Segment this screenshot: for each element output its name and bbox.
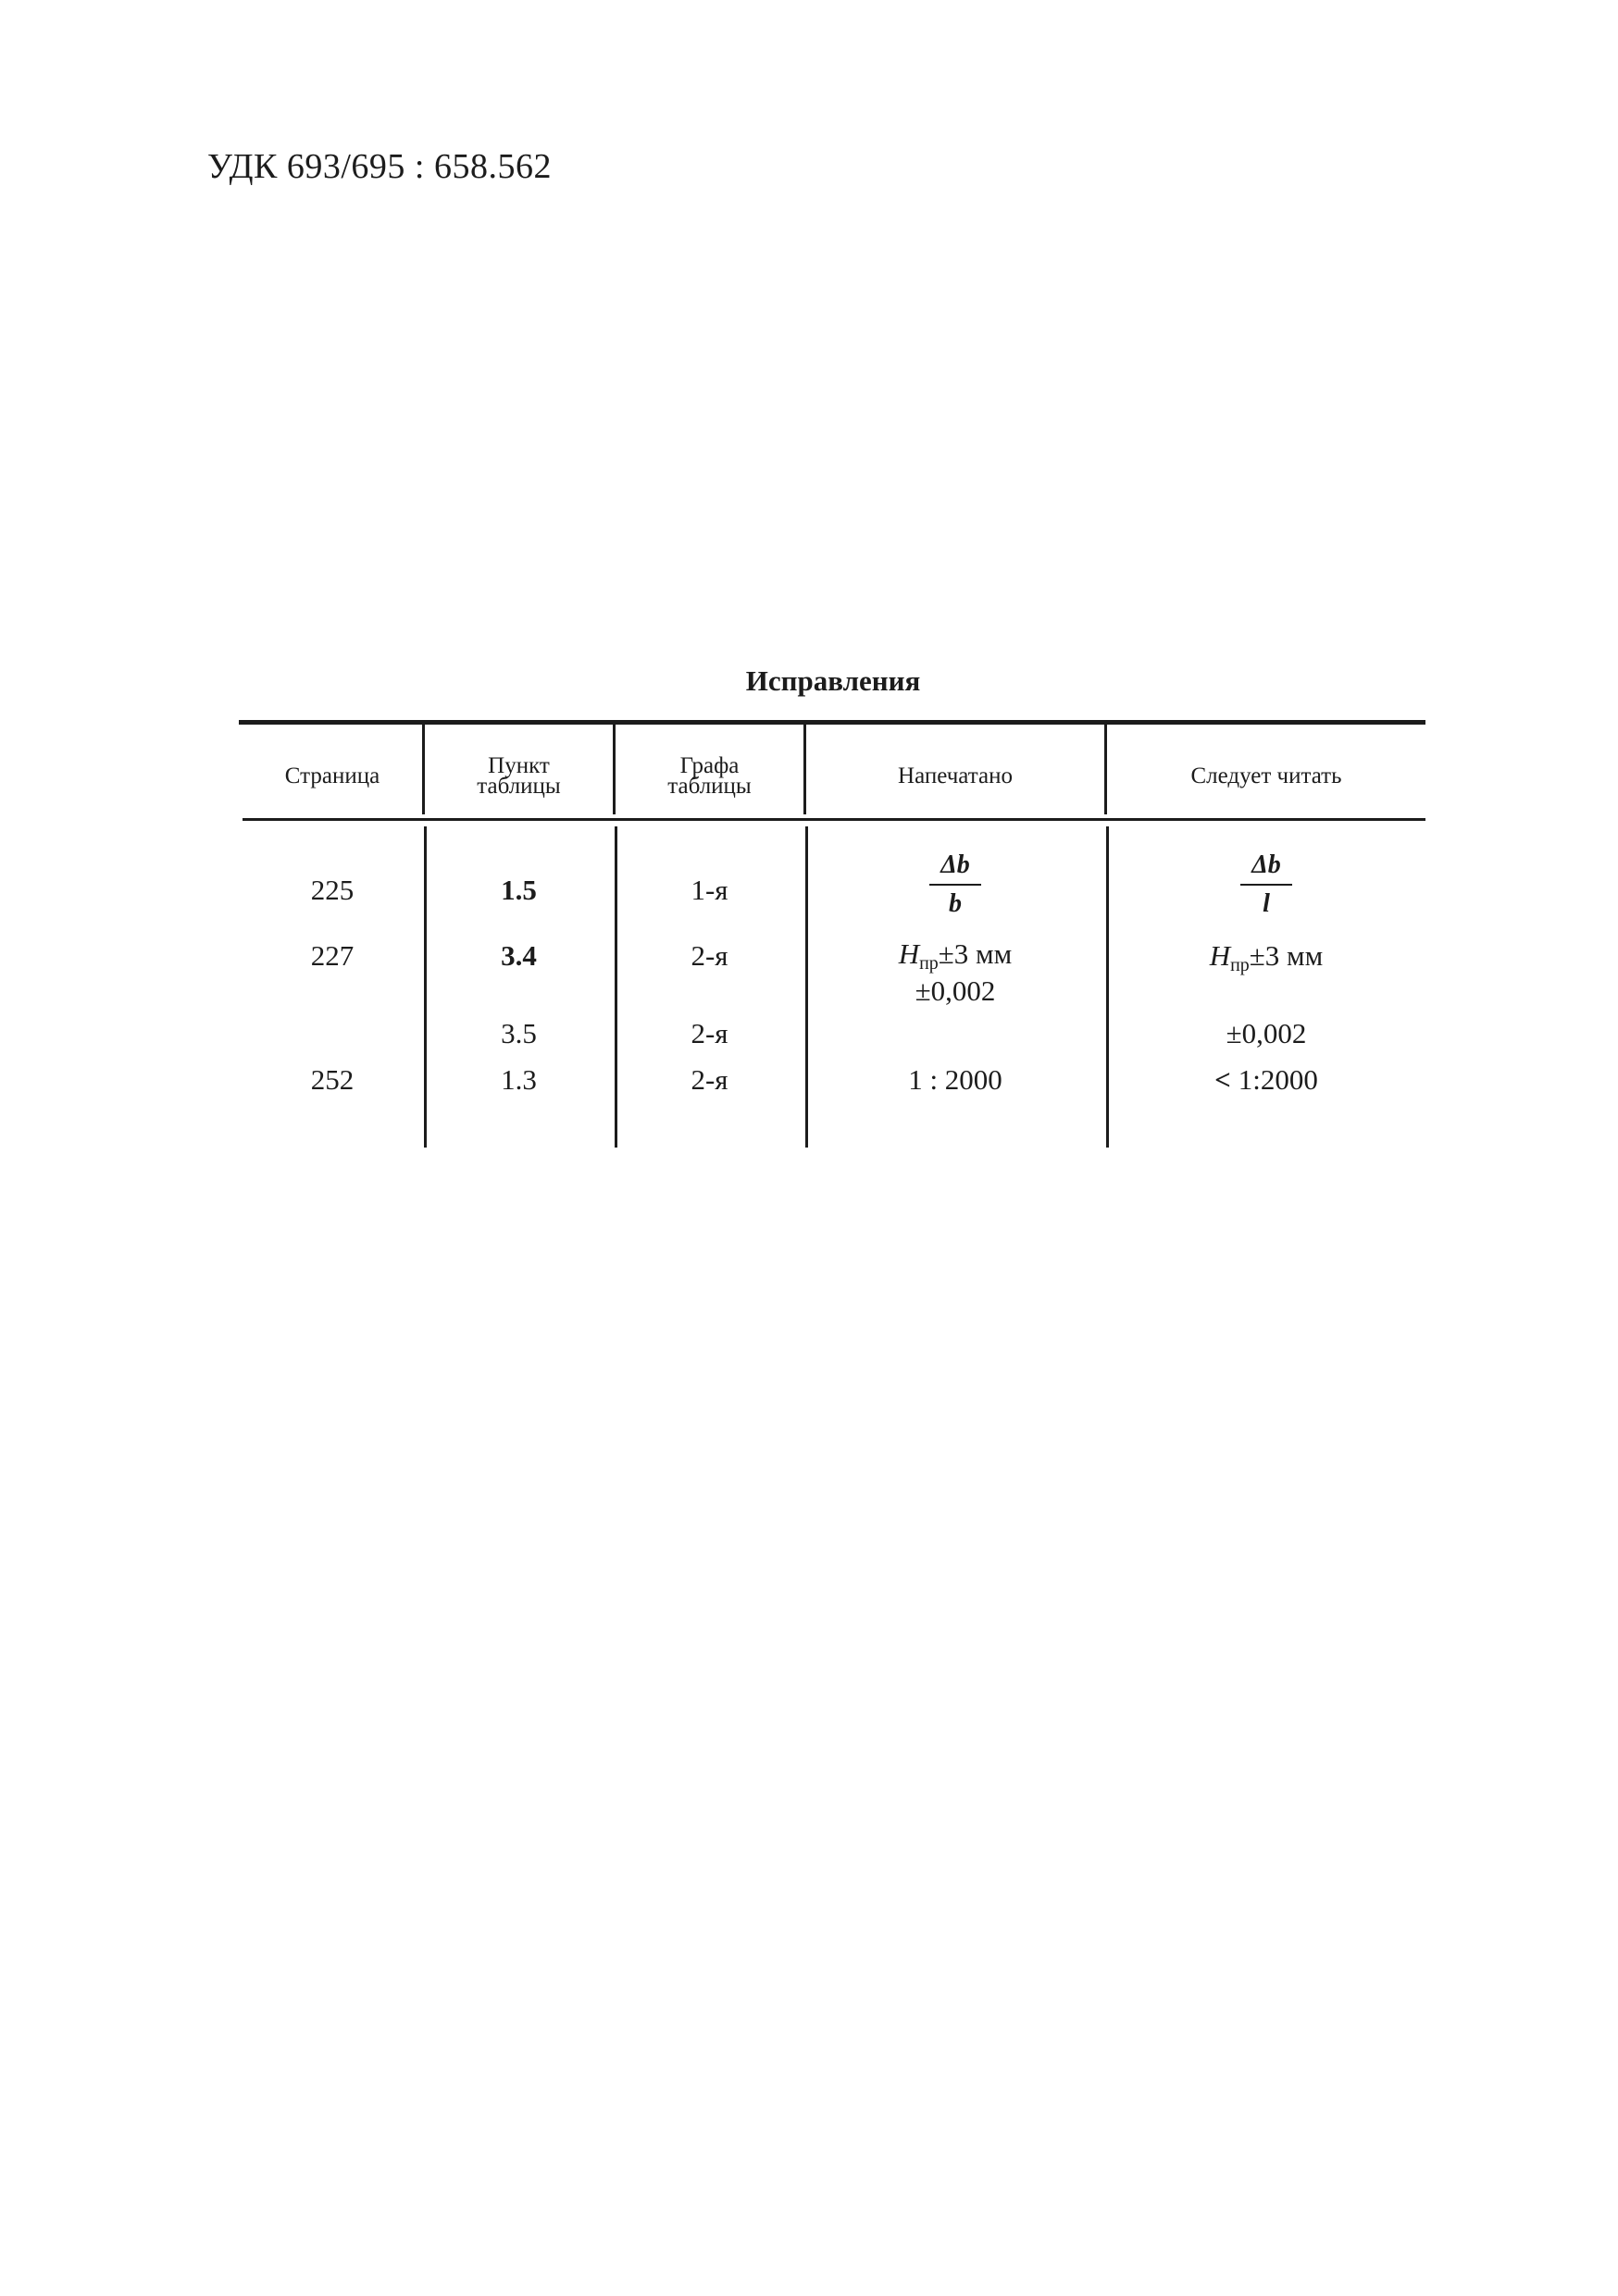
cell-page: 227	[310, 939, 355, 972]
header-should-read: Следует читать	[1190, 763, 1342, 788]
cell-item: 3.4	[501, 939, 537, 972]
printed-line1: $H_{пр}\pm 3$ мм	[898, 937, 1013, 974]
fraction-denominator: b	[949, 889, 962, 918]
cell-column: 2-я	[691, 1017, 728, 1049]
cell-column: 2-я	[691, 939, 728, 972]
header-printed: Напечатано	[898, 763, 1013, 788]
fraction-bar	[929, 884, 981, 886]
table-top-rule	[239, 720, 1425, 725]
cell-printed	[806, 937, 1104, 1007]
fraction-printed	[806, 849, 1104, 921]
header-item-line2: таблицы	[477, 774, 561, 799]
cell-column: 1-я	[691, 874, 728, 906]
fraction-bar	[1240, 884, 1292, 886]
header-column-line2: таблицы	[667, 774, 752, 799]
header-item-line1: Пункт	[488, 753, 550, 778]
header-item	[425, 736, 613, 817]
cell-should-read: $H_{пр}\pm 3$ мм	[1209, 939, 1324, 975]
less-than-sign: <	[1214, 1063, 1231, 1096]
fraction-numerator: Δb	[940, 850, 970, 879]
header-column-line1: Графа	[679, 753, 740, 778]
fraction-numerator: Δb	[1251, 850, 1281, 879]
cell-column: 2-я	[691, 1063, 728, 1096]
cell-page: 252	[310, 1063, 355, 1096]
header-page: Страница	[284, 763, 380, 788]
table-title: Исправления	[745, 664, 921, 697]
cell-should-read	[1107, 1064, 1425, 1096]
cell-item: 1.5	[501, 874, 537, 906]
cell-printed: 1 : 2000	[908, 1063, 1002, 1096]
fraction-should-read	[1107, 849, 1425, 921]
cell-should-read: ±0,002	[1226, 1017, 1307, 1049]
printed-line2: ±0,002	[915, 974, 996, 1007]
scale-value: 1:2000	[1238, 1063, 1318, 1096]
udk-code: УДК 693/695 : 658.562	[207, 147, 552, 186]
fraction-denominator: l	[1263, 889, 1270, 918]
table-header-rule	[243, 818, 1425, 821]
cell-page: 225	[310, 874, 355, 906]
cell-item: 1.3	[501, 1063, 537, 1096]
header-column	[616, 736, 803, 817]
cell-item: 3.5	[501, 1017, 537, 1049]
